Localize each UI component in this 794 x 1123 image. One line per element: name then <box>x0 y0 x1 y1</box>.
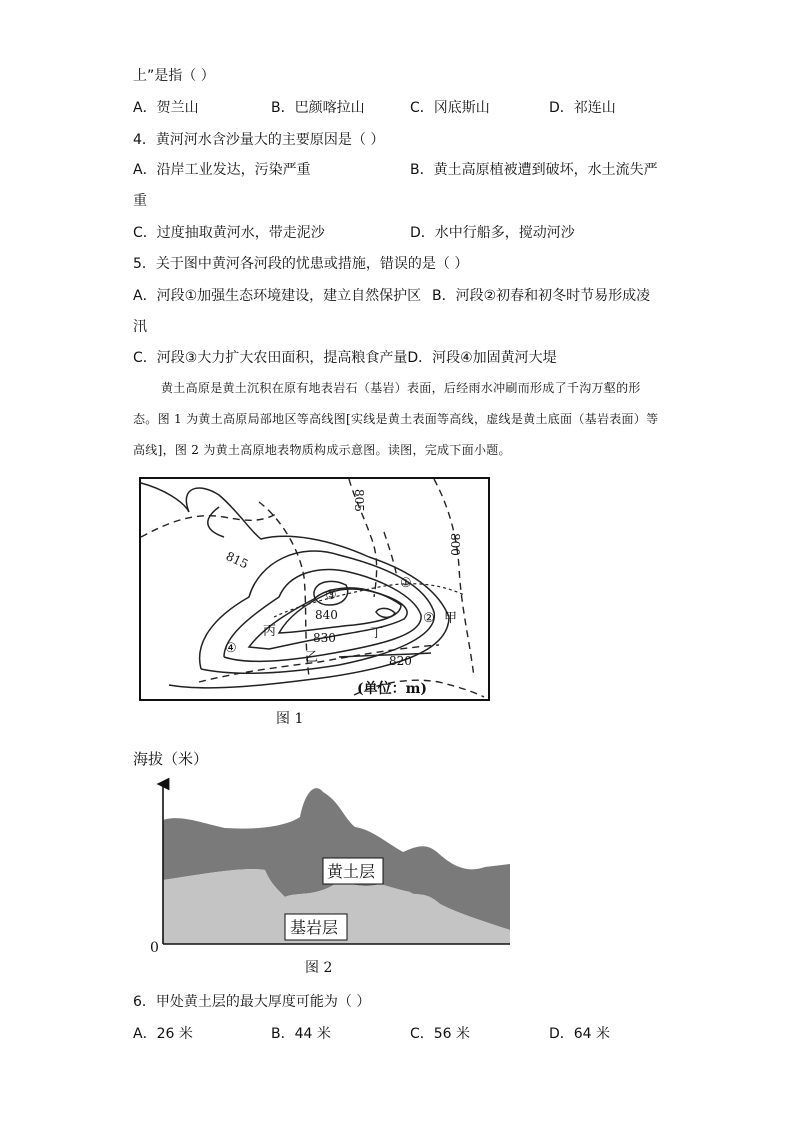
contour-label-800: 800 <box>448 533 462 556</box>
q5-option-c-d: C．河段③大力扩大农田面积，提高粮食产量D．河段④加固黄河大堤 <box>133 350 557 366</box>
point-label-2: ② <box>423 611 435 626</box>
figure2-y-axis-label: 海拔（米） <box>133 750 209 768</box>
q4-stem: 4．黄河河水含沙量大的主要原因是（ ） <box>133 132 385 148</box>
q6-option-b: B．44 米 <box>271 1026 331 1042</box>
figure1-contour-map <box>139 477 491 702</box>
point-label-4: ④ <box>225 641 237 656</box>
point-label-bing: 丙 <box>263 624 277 639</box>
q3-stem-tail: 上”是指（ ） <box>133 68 215 84</box>
q3-option-b: B．巴颜喀拉山 <box>271 100 365 116</box>
q4-option-a: A．沿岸工业发达，污染严重 <box>133 162 311 178</box>
q4-option-b-cont: 重 <box>133 193 147 209</box>
q4-option-b: B．黄土高原植被遭到破坏，水土流失严 <box>410 162 658 178</box>
contour-label-830: 830 <box>313 631 336 645</box>
contour-label-805: 805 <box>352 489 366 512</box>
contour-label-815: 815 <box>223 549 251 572</box>
figure1-unit-label: (单位：m) <box>357 681 428 697</box>
q5-stem: 5．关于图中黄河各河段的忧患或措施，错误的是（ ） <box>133 256 469 272</box>
q3-option-a: A．贺兰山 <box>133 100 199 116</box>
q6-option-d: D．64 米 <box>549 1026 611 1042</box>
contour-label-820: 820 <box>389 654 412 668</box>
q6-option-a: A．26 米 <box>133 1026 193 1042</box>
point-label-3: ③ <box>325 588 337 603</box>
q5-option-b-cont: 汛 <box>133 319 147 335</box>
q3-option-d: D．祁连山 <box>549 100 616 116</box>
q4-option-d: D．水中行船多，搅动河沙 <box>410 225 575 241</box>
contour-label-840: 840 <box>315 608 338 622</box>
point-label-1: ① <box>400 576 412 591</box>
point-label-yi: 乙 <box>305 650 319 665</box>
q4-option-c: C．过度抽取黄河水，带走泥沙 <box>133 225 325 241</box>
point-label-ding: 丁 <box>370 626 384 641</box>
figure2-cross-section <box>145 772 520 952</box>
loess-layer-label: 黄土层 <box>327 862 376 881</box>
q6-stem: 6．甲处黄土层的最大厚度可能为（ ） <box>133 994 371 1010</box>
figure2-caption: 图 2 <box>305 960 333 976</box>
q3-option-c: C．冈底斯山 <box>410 100 490 116</box>
figure1-caption: 图 1 <box>276 711 304 727</box>
point-label-jia: 甲 <box>444 611 458 626</box>
q6-option-c: C．56 米 <box>410 1026 471 1042</box>
q5-option-a: A．河段①加强生态环境建设，建立自然保护区 <box>133 288 422 304</box>
reading-passage: 黄土高原是黄土沉积在原有地表岩石（基岩）表面，后经雨水冲刷而形成了千沟万壑的形态。图 1 为黄土高原局部地区等高线图[实线是黄土表面等高线，虚线是黄土底面（基岩表面）等高线]，图 2 为黄土高原地表物质构成示意图。读图，完成下面小题。 <box>133 381 659 457</box>
bedrock-layer-label: 基岩层 <box>290 918 339 937</box>
q5-option-b: B．河段②初春和初冬时节易形成凌 <box>432 288 651 304</box>
origin-label: 0 <box>150 940 159 952</box>
